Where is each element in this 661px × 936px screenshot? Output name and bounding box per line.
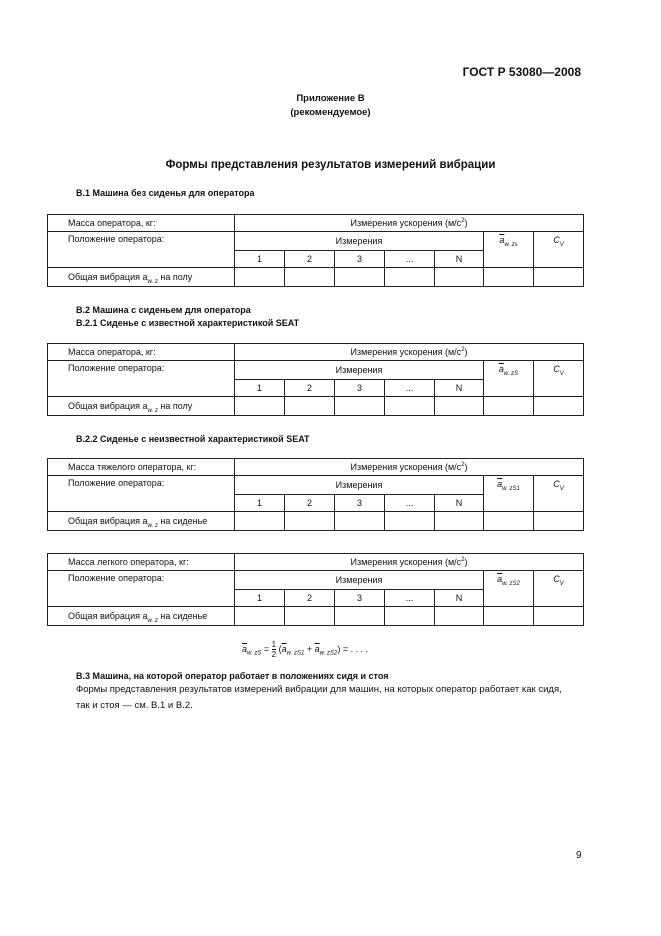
section-b3-text (76, 682, 596, 714)
section-b2-heading: В.2 Машина с сиденьем для оператора (76, 305, 251, 315)
measurement-col-2: 3 (335, 251, 385, 268)
b3-text-line-2: так и стоя — см. В.1 и В.2. (76, 700, 193, 711)
measurements-header: Измерения (235, 232, 484, 251)
value-cell[interactable] (435, 512, 484, 531)
position-label: Положение оператора: (48, 361, 235, 397)
measurements-header: Измерения (235, 361, 484, 380)
measurement-col-1: 2 (285, 380, 335, 397)
average-header: $\overline{a}_{w. zS2}$ (484, 571, 534, 607)
measurement-col-2: 3 (335, 590, 385, 607)
b3-text-line-1: Формы представления результатов измерений вибрации для машин, на которых оператор работает как сидя, (76, 684, 562, 695)
position-label: Положение оператора: (48, 476, 235, 512)
section-b3-heading: В.3 Машина, на которой оператор работает в положениях сидя и стоя (76, 671, 389, 681)
appendix-status: (рекомендуемое) (290, 107, 371, 118)
accel-header: Измерения ускорения $(м/с^2)$ (235, 344, 584, 361)
standard-code: ГОСТ Р 53080—2008 (462, 65, 581, 79)
value-cell[interactable] (335, 397, 385, 416)
accel-header: Измерения ускорения $(м/с^2)$ (235, 554, 584, 571)
measurement-col-3: ... (385, 251, 435, 268)
value-cell[interactable] (484, 397, 534, 416)
measurement-col-2: 3 (335, 380, 385, 397)
value-cell[interactable] (335, 607, 385, 626)
accel-header: Измерения ускорения $(м/с^2)$ (235, 215, 584, 232)
page-title: Формы представления результатов измерений вибрации (165, 159, 496, 171)
page-number: 9 (576, 850, 582, 861)
value-cell[interactable] (385, 607, 435, 626)
measurements-header: Измерения (235, 476, 484, 495)
value-cell[interactable] (435, 268, 484, 287)
value-cell[interactable] (235, 397, 285, 416)
measurement-col-4: N (435, 495, 484, 512)
value-cell[interactable] (484, 607, 534, 626)
average-header: $\overline{a}_{w. zS}$ (484, 361, 534, 397)
table-b22-heavy (47, 458, 584, 531)
measurement-col-4: N (435, 251, 484, 268)
measurement-col-4: N (435, 590, 484, 607)
total-vibration-label: Общая вибрация $a_{w. z}$ на сиденье (48, 607, 235, 626)
value-cell[interactable] (534, 512, 584, 531)
value-cell[interactable] (484, 512, 534, 531)
position-label: Положение оператора: (48, 571, 235, 607)
table-b21 (47, 343, 584, 416)
cv-header: $C_V$ (534, 476, 584, 512)
average-header: $\overline{a}_{w. zs}$ (484, 232, 534, 268)
measurement-col-0: 1 (235, 251, 285, 268)
measurement-col-4: N (435, 380, 484, 397)
value-cell[interactable] (285, 397, 335, 416)
cv-header: $C_V$ (534, 571, 584, 607)
value-cell[interactable] (534, 397, 584, 416)
value-cell[interactable] (385, 397, 435, 416)
mass-label: Масса оператора, кг: (48, 344, 235, 361)
value-cell[interactable] (285, 512, 335, 531)
appendix-title: Приложение В (296, 93, 365, 104)
measurement-col-0: 1 (235, 495, 285, 512)
value-cell[interactable] (534, 268, 584, 287)
measurement-col-0: 1 (235, 590, 285, 607)
average-formula: $\overline{a}_{w. zS}$ = $\frac{1}{2}$ $(\overline{a}_{w. zS1} + \overline{a}_{w. zS2})$ = . . . . (242, 640, 369, 659)
value-cell[interactable] (285, 607, 335, 626)
mass-label: Масса оператора, кг: (48, 215, 235, 232)
table-b1 (47, 214, 584, 287)
measurement-col-0: 1 (235, 380, 285, 397)
mass-label: Масса легкого оператора, кг: (48, 554, 235, 571)
measurements-header: Измерения (235, 571, 484, 590)
value-cell[interactable] (435, 397, 484, 416)
measurement-col-1: 2 (285, 590, 335, 607)
table-b22-light (47, 553, 584, 626)
measurement-col-1: 2 (285, 495, 335, 512)
cv-header: $C_V$ (534, 232, 584, 268)
total-vibration-label: Общая вибрация $a_{w. z}$ на полу (48, 268, 235, 287)
total-vibration-label: Общая вибрация $a_{w. z}$ на полу (48, 397, 235, 416)
value-cell[interactable] (385, 512, 435, 531)
accel-header: Измерения ускорения $(м/с^2)$ (235, 459, 584, 476)
measurement-col-1: 2 (285, 251, 335, 268)
section-b21-heading: В.2.1 Сиденье с известной характеристикой SEAT (76, 318, 300, 328)
section-b22-heading: В.2.2 Сиденье с неизвестной характеристикой SEAT (76, 434, 310, 444)
value-cell[interactable] (435, 607, 484, 626)
value-cell[interactable] (484, 268, 534, 287)
value-cell[interactable] (235, 607, 285, 626)
position-label: Положение оператора: (48, 232, 235, 268)
value-cell[interactable] (534, 607, 584, 626)
total-vibration-label: Общая вибрация $a_{w. z}$ на сиденье (48, 512, 235, 531)
measurement-col-3: ... (385, 380, 435, 397)
measurement-col-2: 3 (335, 495, 385, 512)
section-b1-heading: В.1 Машина без сиденья для оператора (76, 188, 255, 198)
value-cell[interactable] (335, 268, 385, 287)
mass-label: Масса тяжелого оператора, кг: (48, 459, 235, 476)
value-cell[interactable] (385, 268, 435, 287)
value-cell[interactable] (235, 268, 285, 287)
measurement-col-3: ... (385, 495, 435, 512)
average-header: $\overline{a}_{w. zS1}$ (484, 476, 534, 512)
value-cell[interactable] (235, 512, 285, 531)
cv-header: $C_V$ (534, 361, 584, 397)
measurement-col-3: ... (385, 590, 435, 607)
value-cell[interactable] (285, 268, 335, 287)
value-cell[interactable] (335, 512, 385, 531)
